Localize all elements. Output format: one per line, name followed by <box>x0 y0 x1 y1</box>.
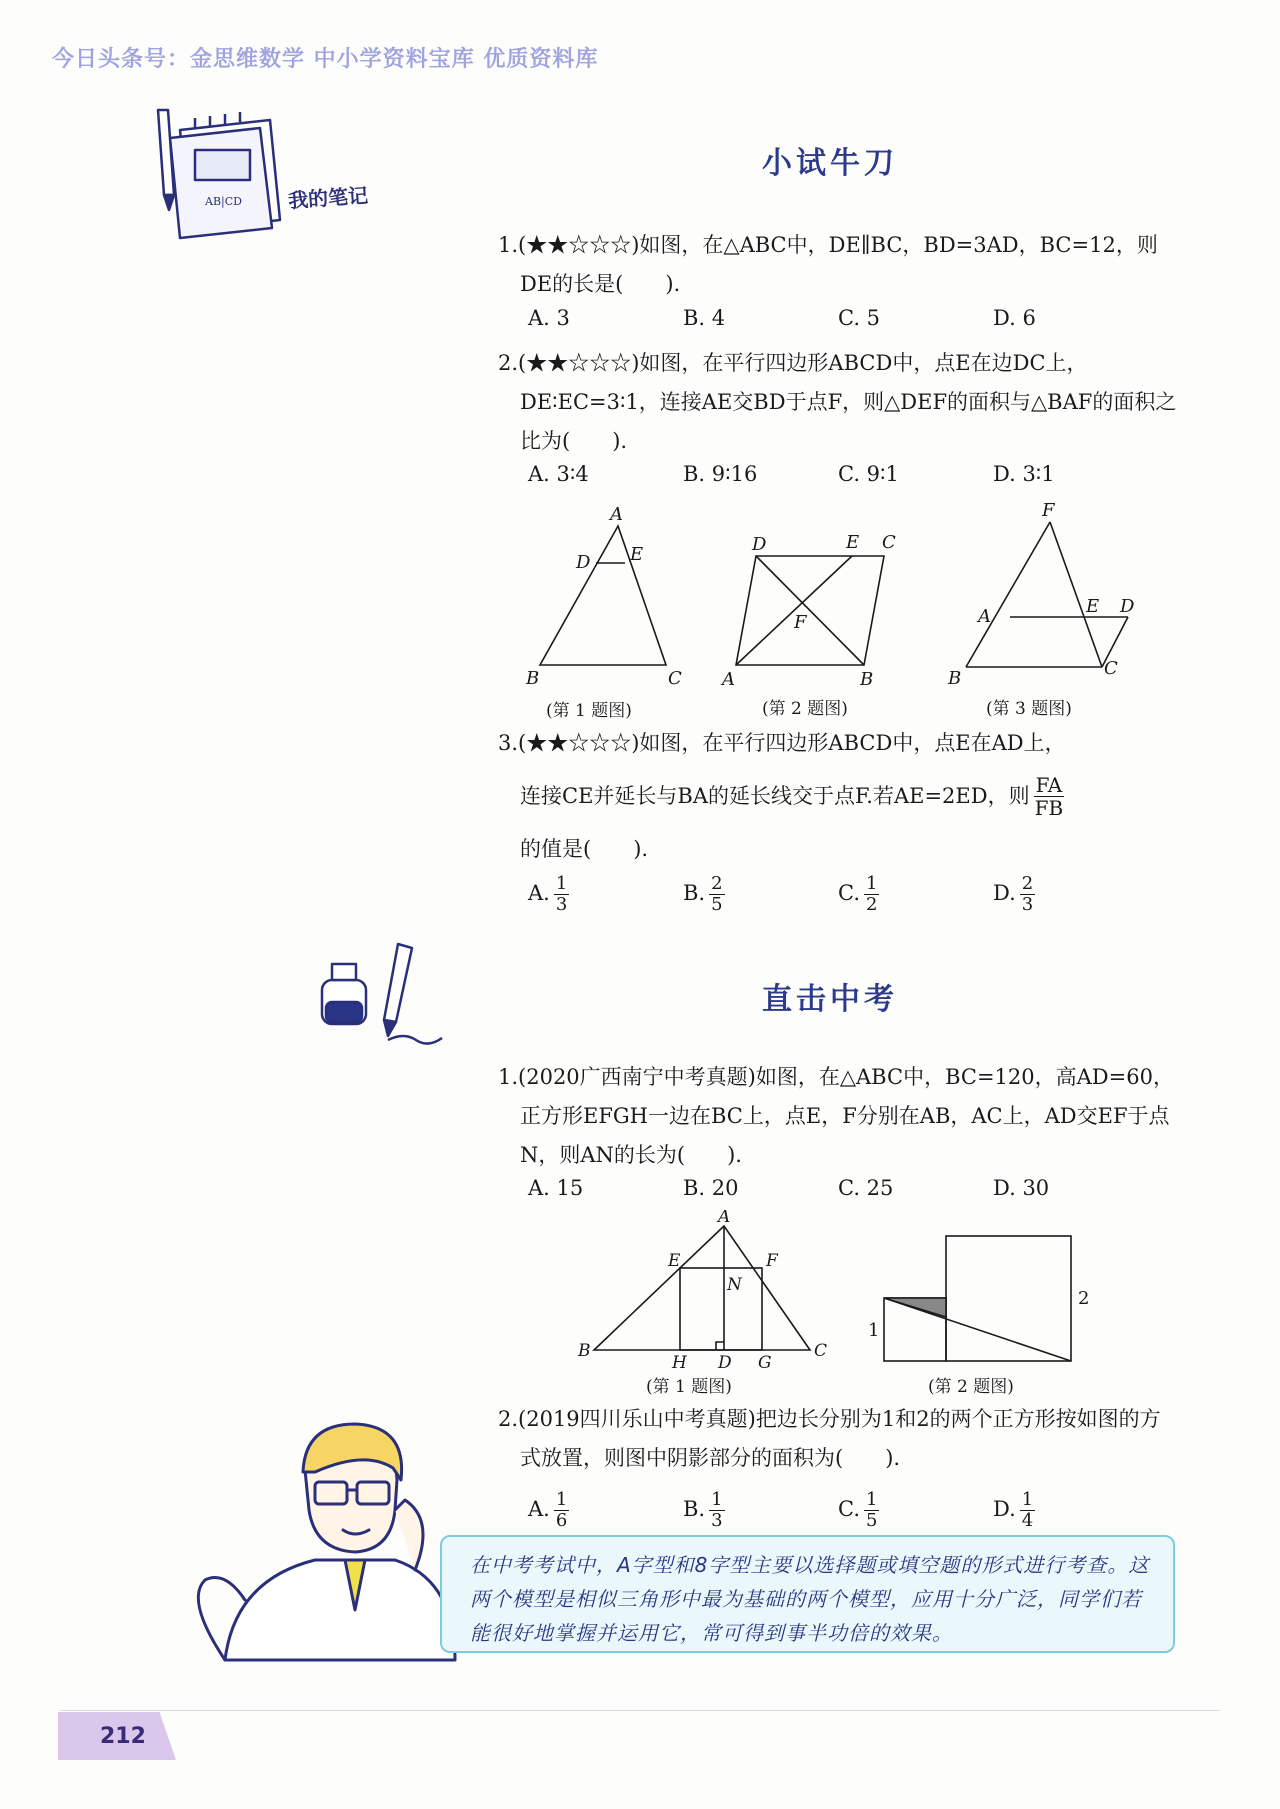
tip-text: 在中考考试中，A字型和8字型主要以选择题或填空题的形式进行考查。这两个模型是相似三角形中最为基础的两个模型，应用十分广泛，同学们若能很好地掌握并运用它，常可得到事半功倍的效果。 <box>470 1553 1150 1645</box>
option-d[interactable]: D. 30 <box>993 1176 1050 1200</box>
option-a[interactable]: A. 3∶4 <box>528 462 589 486</box>
fraction-numerator: FA <box>1035 773 1063 797</box>
notebook-icon <box>150 100 300 250</box>
option-b[interactable]: B. 9∶16 <box>683 462 758 486</box>
label-f: F <box>1042 500 1055 521</box>
option-c[interactable]: C. 9∶1 <box>838 462 899 486</box>
figure-2-caption: (第 2 题图) <box>762 699 848 719</box>
option-b[interactable]: B. $\frac{2}{5}$ <box>683 873 723 915</box>
exam-figure-1-caption: (第 1 题图) <box>646 1377 732 1397</box>
option-d[interactable]: D. $\frac{2}{3}$ <box>993 873 1034 915</box>
label-h: H <box>672 1353 687 1370</box>
label-c: C <box>882 532 896 553</box>
label-a: A <box>722 669 735 690</box>
label-f: F <box>766 1251 778 1271</box>
question-3-options <box>528 874 1148 915</box>
option-c[interactable]: C. $\frac{1}{2}$ <box>838 873 878 915</box>
question-3 <box>498 724 1178 763</box>
figure-3-caption: (第 3 题图) <box>986 699 1072 719</box>
exam-question-1 <box>498 1058 1178 1175</box>
label-e: E <box>1086 596 1100 617</box>
footer-divider <box>60 1710 1220 1711</box>
question-2-options <box>528 462 1148 486</box>
exam-figure-2-caption: (第 2 题图) <box>928 1377 1014 1397</box>
label-a: A <box>978 606 991 627</box>
label-b: B <box>948 668 962 689</box>
figure-1-caption: (第 1 题图) <box>546 701 632 721</box>
figure-1-triangle <box>518 500 688 695</box>
question-3-stem-line1: 3.(★★☆☆☆)如图，在平行四边形ABCD中，点E在AD上， <box>498 731 1066 755</box>
figure-3-parallelogram <box>940 500 1140 695</box>
option-a[interactable]: A. $\frac{1}{3}$ <box>528 873 568 915</box>
exam-figure-1-triangle-square <box>572 1210 834 1370</box>
side-label-1: 1 <box>868 1320 880 1341</box>
question-3-stem-line3: 的值是( ). <box>520 837 649 861</box>
question-2 <box>498 344 1178 461</box>
question-3-line2 <box>520 774 1200 819</box>
label-e: E <box>630 544 644 565</box>
exam-question-2 <box>498 1400 1178 1478</box>
label-d: D <box>576 552 591 573</box>
label-d: D <box>1120 596 1135 617</box>
question-2-stem: 2.(★★☆☆☆)如图，在平行四边形ABCD中，点E在边DC上，DE∶EC=3∶1，连接AE交BD于点F，则△DEF的面积与△BAF的面积之比为( ). <box>498 351 1177 453</box>
question-3-line3 <box>520 830 1200 869</box>
option-d[interactable]: D. 6 <box>993 306 1036 330</box>
exam-question-1-stem: 1.(2020广西南宁中考真题)如图，在△ABC中，BC=120，高AD=60，正方形EFGH一边在BC上，点E，F分别在AB，AC上，AD交EF于点N，则AN的长为( ). <box>498 1065 1174 1167</box>
option-b[interactable]: B. $\frac{1}{3}$ <box>683 1489 723 1531</box>
label-e: E <box>668 1251 681 1271</box>
option-b[interactable]: B. 4 <box>683 306 726 330</box>
label-b: B <box>860 669 874 690</box>
side-label-2: 2 <box>1078 1288 1090 1309</box>
section-title-exam: 直击中考 <box>700 972 960 1020</box>
notebook-text: AB|CD <box>205 195 242 208</box>
fraction-fa-fb <box>1034 774 1065 819</box>
label-b: B <box>578 1341 591 1361</box>
section-title-practice: 小试牛刀 <box>700 136 960 184</box>
fraction-denominator: FB <box>1034 796 1064 820</box>
question-1-options <box>528 306 1148 330</box>
option-a[interactable]: A. $\frac{1}{6}$ <box>528 1489 568 1531</box>
label-b: B <box>526 668 540 689</box>
exam-question-2-stem: 2.(2019四川乐山中考真题)把边长分别为1和2的两个正方形按如图的方式放置，则图中阴影部分的面积为( ). <box>498 1407 1161 1470</box>
label-c: C <box>814 1341 828 1361</box>
label-n: N <box>727 1275 742 1295</box>
question-1-stem: 1.(★★☆☆☆)如图，在△ABC中，DE∥BC，BD=3AD，BC=12，则DE的长是( ). <box>498 233 1158 296</box>
ink-pen-icon <box>312 940 452 1050</box>
label-d: D <box>718 1353 732 1370</box>
label-c: C <box>668 668 682 689</box>
exam-figure-2-squares <box>860 1232 1090 1372</box>
option-c[interactable]: C. 5 <box>838 306 881 330</box>
my-notes-label: 我的笔记 <box>287 183 369 213</box>
exam-question-2-options <box>528 1490 1148 1531</box>
option-b[interactable]: B. 20 <box>683 1176 739 1200</box>
label-a: A <box>610 504 623 525</box>
label-c: C <box>1104 658 1118 679</box>
label-a: A <box>718 1210 731 1227</box>
question-3-stem-line2: 连接CE并延长与BA的延长线交于点F.若AE=2ED，则 <box>520 784 1030 808</box>
option-a[interactable]: A. 15 <box>528 1176 584 1200</box>
option-c[interactable]: C. $\frac{1}{5}$ <box>838 1489 878 1531</box>
teacher-illustration <box>165 1410 465 1670</box>
figure-2-parallelogram <box>716 528 906 696</box>
question-1 <box>498 226 1178 304</box>
option-c[interactable]: C. 25 <box>838 1176 894 1200</box>
label-f: F <box>794 612 807 633</box>
option-a[interactable]: A. 3 <box>528 306 570 330</box>
label-e: E <box>846 532 860 553</box>
label-d: D <box>752 534 767 555</box>
exam-question-1-options <box>528 1176 1148 1200</box>
page-number: 212 <box>100 1724 146 1749</box>
label-g: G <box>758 1353 772 1370</box>
option-d[interactable]: D. $\frac{1}{4}$ <box>993 1489 1034 1531</box>
header-watermark: 今日头条号：金思维数学 中小学资料宝库 优质资料库 <box>52 47 599 72</box>
option-d[interactable]: D. 3∶1 <box>993 462 1055 486</box>
